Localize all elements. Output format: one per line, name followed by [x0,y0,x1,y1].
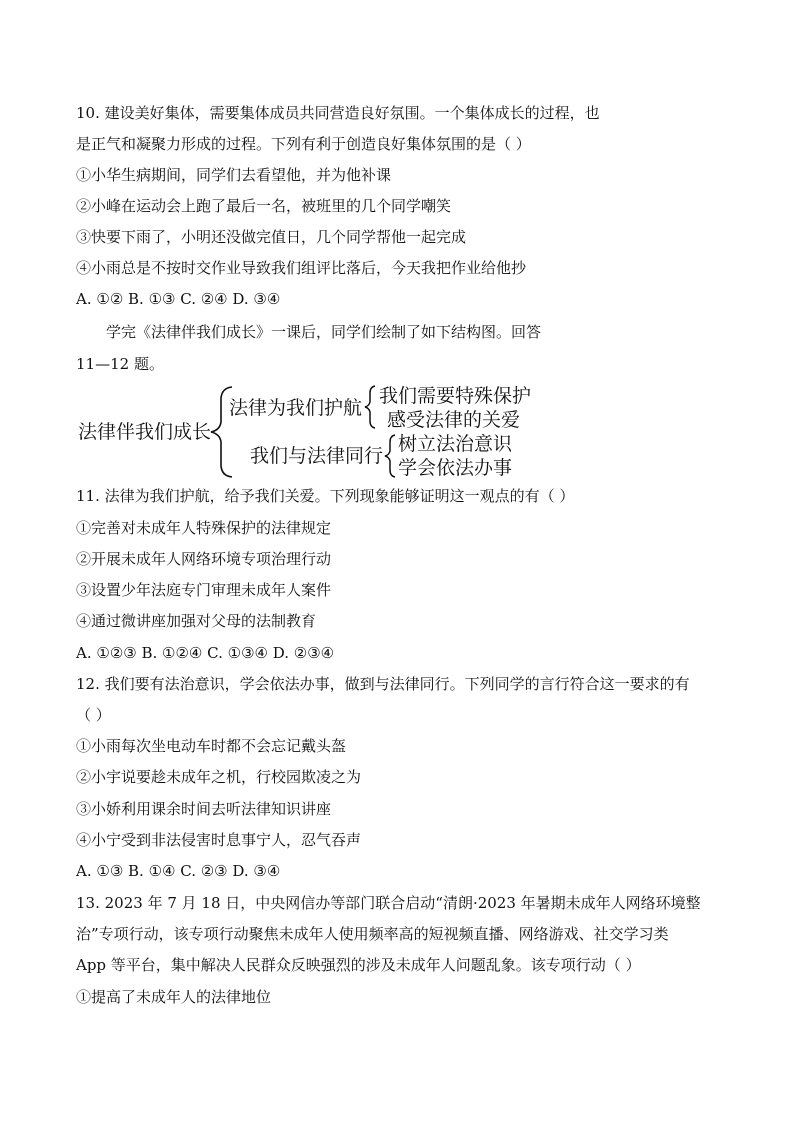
question-10-item-3: ③快要下雨了，小明还没做完值日，几个同学帮他一起完成 [76,228,467,246]
question-13-stem-line-3: App 等平台，集中解决人民群众反映强烈的涉及未成年人问题乱象。该专项行动（ ） [76,956,641,974]
question-12-stem-line-1: 12. 我们要有法治意识，学会依法办事，做到与法律同行。下列同学的言行符合这一要求的有 [76,675,690,693]
question-10-stem-line-2: 是正气和凝聚力形成的过程。下列有利于创造良好集体氛围的是（ ） [76,135,531,153]
question-10-options: A. ①② B. ①③ C. ②④ D. ③④ [76,290,281,308]
diagram-branch-1-child-1: 我们需要特殊保护 [379,385,532,407]
intro-line-2: 11—12 题。 [76,355,164,373]
diagram-root: 法律伴我们成长 [78,421,212,443]
intro-line-1: 学完《法律伴我们成长》一课后，同学们绘制了如下结构图。回答 [106,323,542,341]
question-11-stem: 11. 法律为我们护航，给予我们关爱。下列现象能够证明这一观点的有（ ） [76,487,575,505]
question-10-stem-line-1: 10. 建设美好集体，需要集体成员共同营造良好氛围。一个集体成长的过程，也 [76,104,600,122]
question-10-item-1: ①小华生病期间，同学们去看望他，并为他补课 [76,166,392,184]
diagram-branch-2-child-2: 学会依法办事 [398,457,513,479]
question-11-item-3: ③设置少年法庭专门审理未成年人案件 [76,581,332,599]
diagram-branch-2-brace [382,433,398,479]
question-11-item-4: ④通过微讲座加强对父母的法制教育 [76,612,317,630]
question-12-item-2: ②小宇说要趁未成年之机，行校园欺凌之为 [76,768,362,786]
question-13-item-1: ①提高了未成年人的法律地位 [76,988,272,1006]
question-13-stem-line-2: 治”专项行动，该专项行动聚焦未成年人使用频率高的短视频直播、网络游戏、社交学习类 [76,925,669,943]
question-11-item-1: ①完善对未成年人特殊保护的法律规定 [76,519,332,537]
diagram-branch-2-child-1: 树立法治意识 [398,433,513,455]
question-10-item-4: ④小雨总是不按时交作业导致我们组评比落后，今天我把作业给他抄 [76,259,527,277]
question-13-stem-line-1: 13. 2023 年 7 月 18 日，中央网信办等部门联合启动“清朗·2023 年暑期未成年人网络环境整 [76,894,701,912]
question-12-item-4: ④小宁受到非法侵害时息事宁人，忍气吞声 [76,831,362,849]
question-12-options: A. ①③ B. ①④ C. ②③ D. ③④ [76,862,281,880]
question-12-stem-line-2: （ ） [76,706,111,724]
question-11-item-2: ②开展未成年人网络环境专项治理行动 [76,550,332,568]
diagram-branch-1-child-2: 感受法律的关爱 [387,409,521,431]
question-11-options: A. ①②③ B. ①②④ C. ①③④ D. ②③④ [76,644,335,662]
diagram-branch-1-brace [362,384,378,430]
question-12-item-3: ③小娇利用课余时间去听法律知识讲座 [76,800,332,818]
diagram-branch-1: 法律为我们护航 [229,397,363,419]
diagram-branch-2: 我们与法律同行 [250,445,384,467]
question-10-item-2: ②小峰在运动会上跑了最后一名，被班里的几个同学嘲笑 [76,197,452,215]
question-12-item-1: ①小雨每次坐电动车时都不会忘记戴头盔 [76,737,347,755]
